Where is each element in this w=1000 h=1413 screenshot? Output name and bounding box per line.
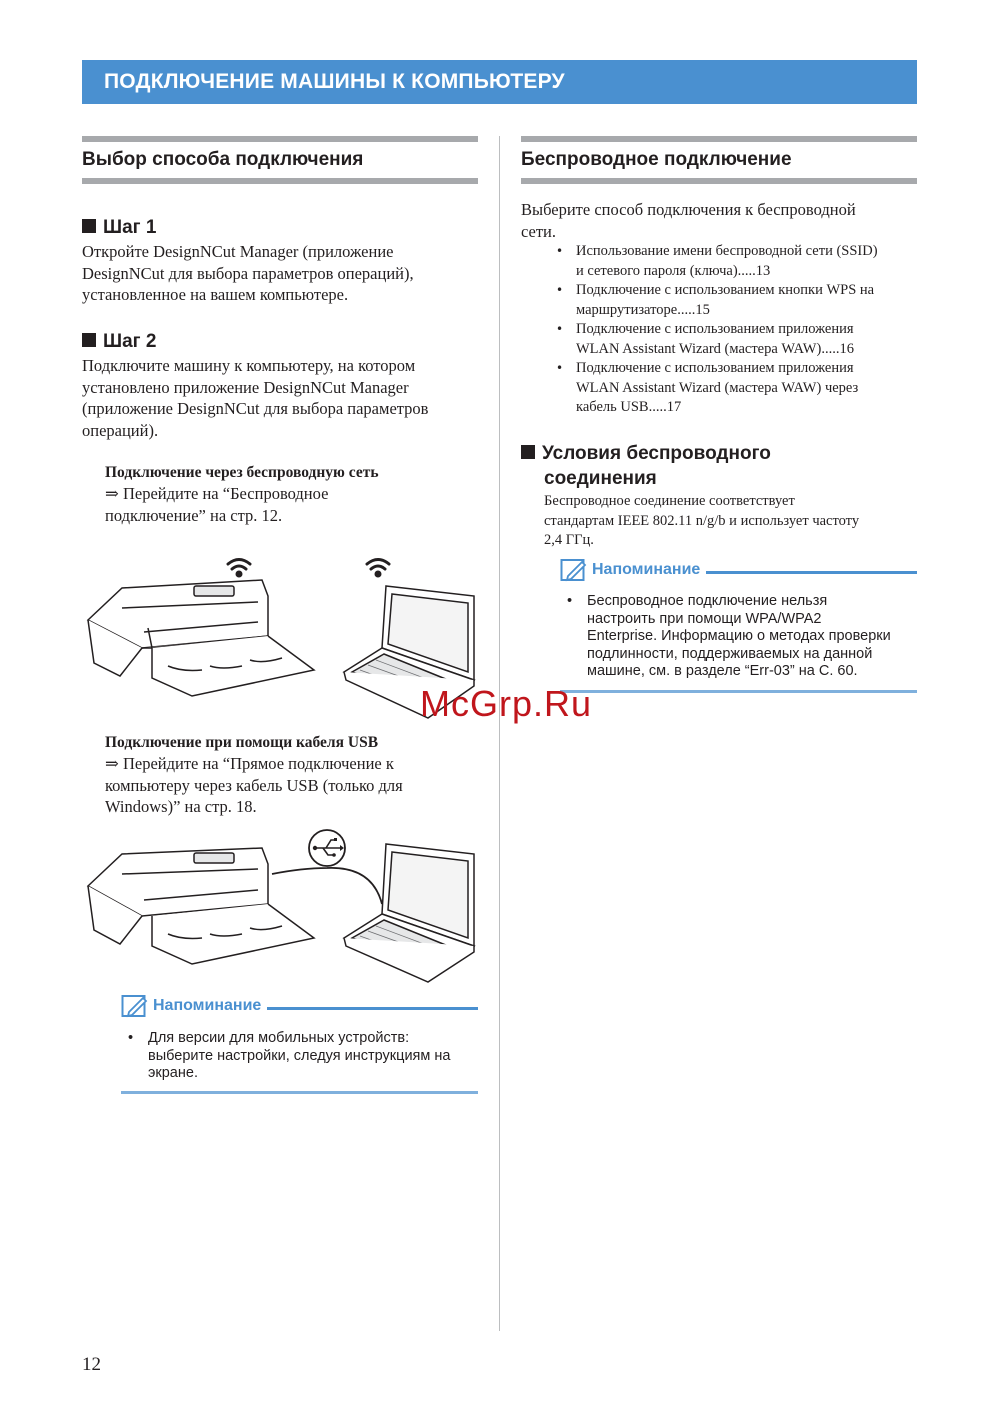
memo-pencil-icon	[560, 558, 588, 582]
usb-heading: Подключение при помощи кабеля USB	[105, 734, 379, 751]
usb-icon	[309, 830, 345, 866]
list-item[interactable]: • Подключение с использованием приложения WLAN Assistant Wizard (мастера WAW) через кабель USB.....17	[556, 360, 859, 415]
right-section-header	[521, 136, 917, 184]
step2-title: Шаг 2	[82, 330, 156, 354]
memo-pencil-icon	[121, 994, 149, 1018]
usb-illustration	[82, 824, 482, 984]
cutting-machine-illustration	[88, 580, 314, 696]
right-section-title: Беспроводное подключение	[521, 149, 792, 170]
square-bullet-icon	[82, 333, 96, 347]
step1-text: Откройте DesignNCut Manager (приложение DesignNCut для выбора параметров операций), установленное на вашем компьютере.	[82, 242, 414, 304]
watermark: McGrp.Ru	[419, 683, 593, 724]
page-banner: ПОДКЛЮЧЕНИЕ МАШИНЫ К КОМПЬЮТЕРУ	[82, 60, 917, 104]
laptop-illustration	[344, 844, 474, 982]
usb-reference[interactable]: ⇒ Перейдите на “Прямое подключение к компьютеру через кабель USB (только для Windows)” на стр. 18.	[105, 754, 403, 816]
conditions-title: Условия беспроводного соединения	[521, 441, 771, 491]
memo-header-line	[267, 1007, 478, 1010]
list-item[interactable]: • Использование имени беспроводной сети (SSID) и сетевого пароля (ключа).....13	[556, 243, 878, 279]
column-divider	[499, 136, 500, 1331]
usb-cable	[272, 868, 382, 904]
right-intro: Выберите способ подключения к беспроводной сети.	[521, 200, 856, 241]
list-item[interactable]: • Подключение с использованием кнопки WPS на маршрутизаторе.....15	[556, 282, 875, 318]
wireless-heading: Подключение через беспроводную сеть	[105, 464, 379, 481]
wifi-icon	[228, 560, 250, 577]
list-item[interactable]: • Подключение с использованием приложения WLAN Assistant Wizard (мастера WAW).....16	[556, 321, 854, 357]
memo-text: • Беспроводное подключение нельзя настроить при помощи WPA/WPA2 Enterprise. Информацию о методах проверки подлинности, поддерживаемых на данной машине, см. в разделе “Err-03” на С. 60.	[567, 593, 891, 679]
wireless-connection-block	[105, 462, 485, 526]
step1-title: Шаг 1	[82, 216, 156, 240]
wireless-method-list	[556, 242, 918, 418]
right-memo	[560, 558, 917, 693]
conditions-text: Беспроводное соединение соответствует стандартам IEEE 802.11 n/g/b и использует частоту 2,4 ГГц.	[544, 493, 860, 548]
memo-header-line	[706, 571, 917, 574]
left-section-title: Выбор способа подключения	[82, 149, 364, 170]
cutting-machine-illustration	[88, 848, 314, 964]
memo-bottom-rule	[121, 1091, 478, 1094]
wireless-reference[interactable]: ⇒ Перейдите на “Беспроводное подключение” на стр. 12.	[105, 484, 329, 525]
left-section-header	[82, 136, 478, 184]
memo-header: Напоминание	[560, 558, 917, 582]
page-number: 12	[82, 1354, 101, 1375]
left-memo	[121, 994, 478, 1094]
memo-header: Напоминание	[121, 994, 478, 1018]
wifi-icon	[367, 560, 389, 577]
memo-text: • Для версии для мобильных устройств: выберите настройки, следуя инструкциям на экране.	[128, 1030, 451, 1081]
square-bullet-icon	[521, 445, 535, 459]
step2-text: Подключите машину к компьютеру, на котором установлено приложение DesignNCut Manager (приложение DesignNCut для выбора параметров операций).	[82, 356, 429, 440]
usb-connection-block	[105, 732, 490, 818]
square-bullet-icon	[82, 219, 96, 233]
